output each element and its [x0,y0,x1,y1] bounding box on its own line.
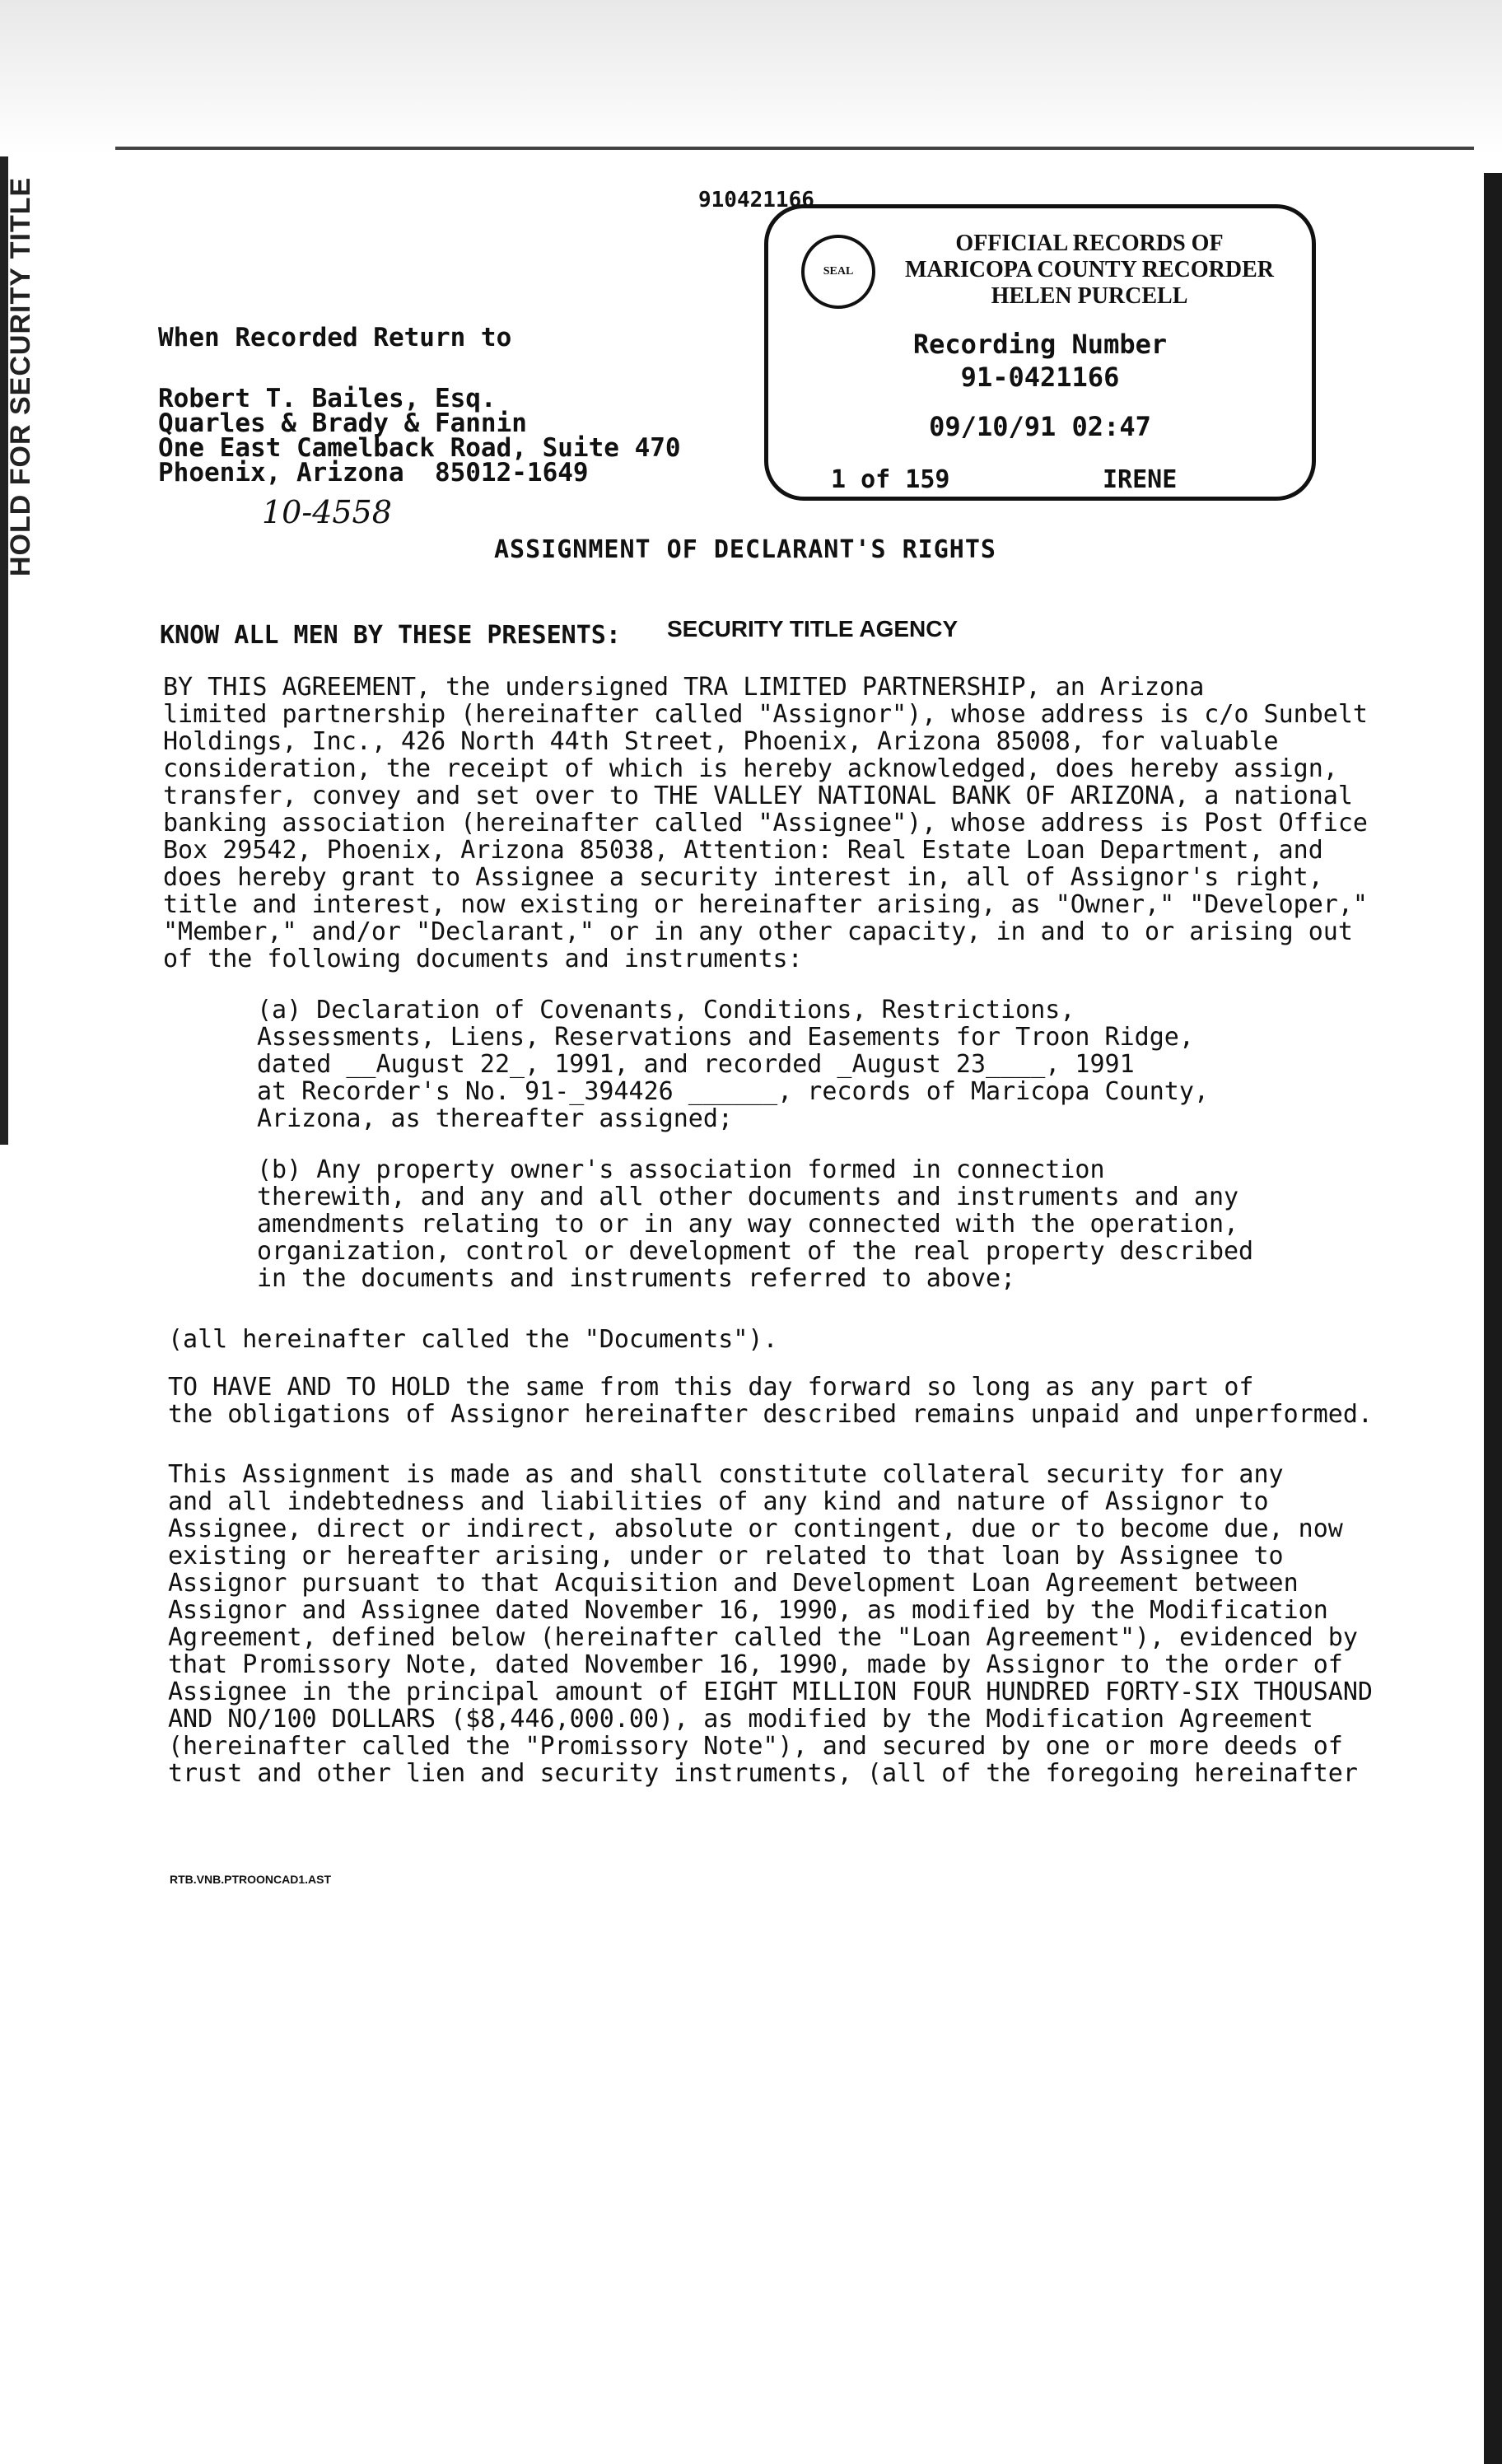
recording-datetime: 09/10/91 02:47 [929,411,1151,442]
habendum-paragraph [168,1373,1373,1429]
item-b-association [257,1156,1319,1292]
text-line: at Recorder's No. 91-_394426 ______, records of Maricopa County, [257,1077,1209,1106]
know-all-heading: KNOW ALL MEN BY THESE PRESENTS: [160,621,621,650]
text-line: the obligations of Assignor hereinafter described remains unpaid and unperformed. [168,1400,1373,1429]
text-line: that Promissory Note, dated November 16, 1990, made by Assignor to the order of [168,1650,1343,1679]
recorder-stamp [764,204,1316,501]
text-line: therewith, and any and all other documents and instruments and any [257,1183,1239,1211]
documents-definition [168,1326,778,1353]
recording-page: 1 of 159 [831,465,950,494]
text-line: Assignor and Assignee dated November 16, 1990, as modified by the Modification [168,1596,1328,1625]
text-line: Assessments, Liens, Reservations and Easements for Troon Ridge, [257,1023,1194,1052]
return-to-line: Quarles & Brady & Fannin [158,408,527,438]
text-line: organization, control or development of the real property described [257,1237,1254,1266]
return-to-line: One East Camelback Road, Suite 470 [158,433,681,463]
county-seal-icon: SEAL [801,235,875,309]
text-line: of the following documents and instruments: [163,945,803,973]
text-line: "Member," and/or "Declarant," or in any other capacity, in and to or arising out [163,917,1353,946]
return-to-line: Phoenix, Arizona 85012-1649 [158,458,589,488]
text-line: title and interest, now existing or hereinafter arising, as "Owner," "Developer," [163,890,1368,919]
stamp-line-2: MARICOPA COUNTY RECORDER [905,257,1274,282]
paragraph-agreement [163,673,1368,973]
item-a-declaration [257,996,1319,1132]
text-line: Agreement, defined below (hereinafter called the "Loan Agreement"), evidenced by [168,1623,1358,1652]
text-line: limited partnership (hereinafter called "Assignor"), whose address is c/o Sunbelt [163,700,1368,729]
return-to-heading: When Recorded Return to [158,323,512,352]
security-paragraph [168,1460,1373,1788]
text-line: and all indebtedness and liabilities of any kind and nature of Assignor to [168,1487,1269,1516]
text-line: amendments relating to or in any way connected with the operation, [257,1210,1239,1239]
text-line: trust and other lien and security instruments, (all of the foregoing hereinafter [168,1759,1358,1788]
document-number: 910421166 [698,188,814,212]
text-line: BY THIS AGREEMENT, the undersigned TRA LIMITED PARTNERSHIP, an Arizona [163,673,1205,702]
text-line: This Assignment is made as and shall constitute collateral security for any [168,1460,1284,1489]
text-line: Holdings, Inc., 426 North 44th Street, Phoenix, Arizona 85008, for valuable [163,727,1279,756]
text-line: does hereby grant to Assignee a security interest in, all of Assignor's right, [163,863,1323,892]
text-line: dated __August 22_, 1991, and recorded _August 23____, 1991 [257,1050,1135,1079]
scan-right-edge [1484,173,1502,2464]
text-line: Arizona, as thereafter assigned; [257,1104,733,1133]
stamp-line-1: OFFICIAL RECORDS OF [955,231,1224,256]
document-title: ASSIGNMENT OF DECLARANT'S RIGHTS [494,535,996,564]
text-line: in the documents and instruments referred to above; [257,1264,1016,1293]
text-line: TO HAVE AND TO HOLD the same from this day forward so long as any part of [168,1373,1254,1402]
stamp-line-3: HELEN PURCELL [991,283,1188,309]
text-line: (all hereinafter called the "Documents"). [168,1325,778,1354]
recording-number: 91-0421166 [960,362,1120,393]
text-line: (b) Any property owner's association formed in connection [257,1155,1105,1184]
text-line: existing or hereafter arising, under or related to that loan by Assignee to [168,1542,1284,1570]
text-line: consideration, the receipt of which is hereby acknowledged, does hereby assign, [163,754,1338,783]
text-line: Assignee in the principal amount of EIGHT MILLION FOUR HUNDRED FORTY-SIX THOUSAND [168,1678,1373,1706]
text-line: Box 29542, Phoenix, Arizona 85038, Attention: Real Estate Loan Department, and [163,836,1323,865]
text-line: (hereinafter called the "Promissory Note"), and secured by one or more deeds of [168,1732,1343,1761]
footer-code: RTB.VNB.PTROONCAD1.AST [170,1873,332,1886]
scan-margin [0,0,1502,156]
top-rule [115,147,1474,150]
text-line: Assignee, direct or indirect, absolute or contingent, due or to become due, now [168,1514,1343,1543]
side-stamp: HOLD FOR SECURITY TITLE [5,176,36,576]
recording-number-label: Recording Number [912,329,1168,360]
return-to-line: Robert T. Bailes, Esq. [158,384,497,413]
text-line: transfer, convey and set over to THE VALLEY NATIONAL BANK OF ARIZONA, a national [163,782,1353,810]
text-line: AND NO/100 DOLLARS ($8,446,000.00), as modified by the Modification Agreement [168,1705,1313,1734]
text-line: Assignor pursuant to that Acquisition and Development Loan Agreement between [168,1569,1299,1598]
text-line: banking association (hereinafter called "Assignee"), whose address is Post Office [163,809,1368,838]
handwritten-note: 10-4558 [262,494,392,530]
text-line: (a) Declaration of Covenants, Conditions, Restrictions, [257,996,1075,1024]
agency-stamp: SECURITY TITLE AGENCY [667,616,959,642]
recording-clerk: IRENE [1103,465,1178,494]
